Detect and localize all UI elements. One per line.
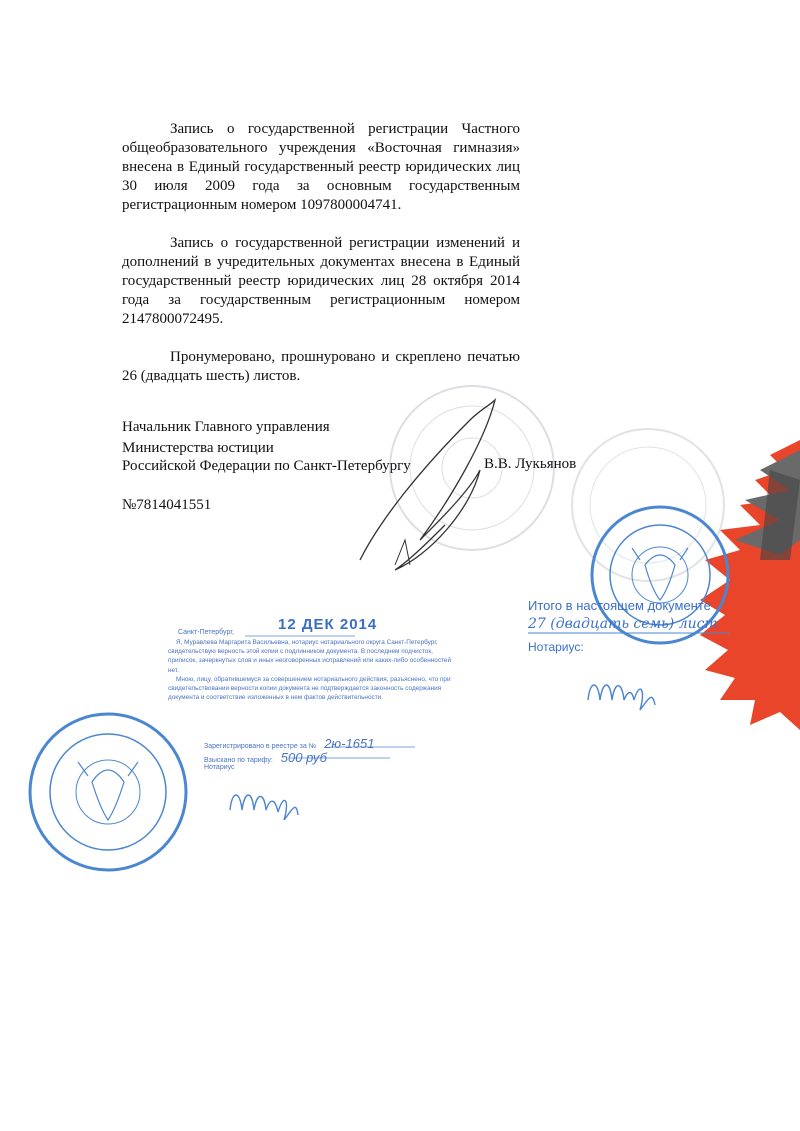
faint-official-seal [390,386,554,550]
total-handwritten: 27 (двадцать семь) лист [528,616,718,632]
fee-label: Взыскано по тарифу: [204,757,273,764]
signer-name: В.В. Лукьянов [484,456,577,472]
total-label: Итого в настоящем документе [528,598,711,613]
red-foil-seal [700,440,800,730]
notary-signature-right [588,685,655,710]
registry-line [204,736,374,751]
document-number: №7814041551 [122,497,212,513]
signer-line-1: Начальник Главного управления [122,419,330,435]
signer-line-2: Министерства юстиции [122,440,274,456]
paragraph-registration-text: Запись о государственной регистрации Частного общеобразовательного учреждения «Восточная гимназия» внесена в Единый государственный реестр юридических лиц 30 июля 2009 года за основным государственным регистрационным номером 1097800004741. [122,121,520,213]
total-notary-label: Нотариус: [528,640,584,654]
cert-notary-label: Нотариус [204,764,235,771]
cert-text-1: Я, Муравлева Маргарита Васильевна, нотариус нотариального округа Санкт-Петербург, свидетельствую верность этой копии с подлинником документа. В последнем подчисток, приписок, зачеркнутых слов и иных неоговоренных исправлений или каких-либо особенностей нет. [168,639,452,674]
cert-text-2: Мною, лицу, обратившемуся за совершением нотариального действия, разъяснено, что при свидетельствовании верности копии документа не подтверждается законность содержания документа и соответствие изложенных в нем фактов действительности. [168,675,451,702]
notary-seal-left [30,714,186,870]
paragraph-amendments-text: Запись о государственной регистрации изменений и дополнений в учредительных документах внесена в Единый государственный реестр юридических лиц 28 октября 2014 года за государственным регистрационным номером 2147800072495. [122,235,520,327]
cert-city: Санкт-Петербург, [178,629,234,636]
signer-line-3: Российской Федерации по Санкт-Петербургу [122,458,411,474]
registry-value: 2ю-1651 [324,736,375,751]
fee-line [204,750,327,765]
registry-label: Зарегистрировано в реестре за № [204,743,317,750]
cert-date-stamp: 12 ДЕК 2014 [278,616,378,633]
notary-signature-left [230,795,298,820]
fee-value: 500 руб [280,750,327,765]
paragraph-pages-text: Пронумеровано, прошнуровано и скреплено печатью 26 (двадцать шесть) листов. [122,349,520,384]
